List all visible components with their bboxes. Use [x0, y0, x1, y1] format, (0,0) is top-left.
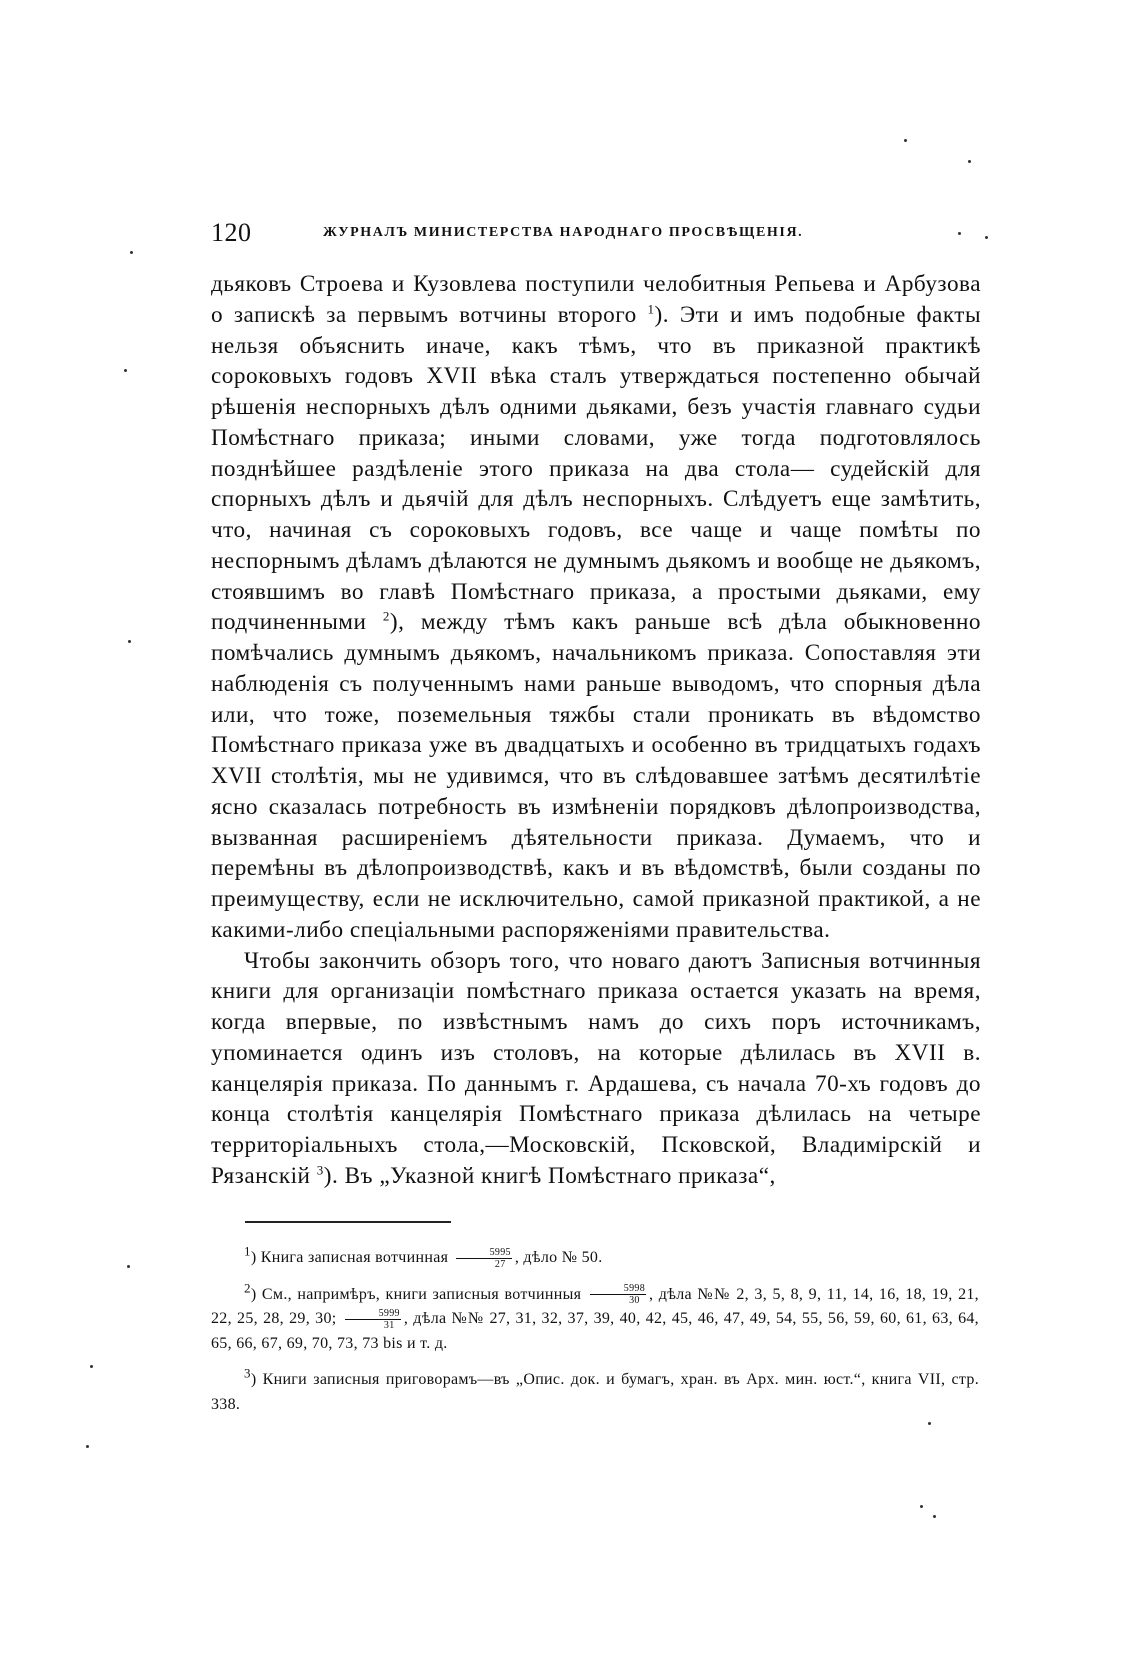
scan-speck	[928, 1422, 931, 1425]
fraction-denominator: 30	[629, 1295, 640, 1307]
paragraph-text: ), между тѣмъ какъ раньше всѣ дѣла обыкновенно помѣчались думнымъ дьякомъ, начальникомъ приказа. Сопоставляя эти наблюденія съ полученнымъ нами раньше выводомъ, что спорныя дѣла или, что тоже, поземельныя тяжбы стали проникать въ вѣдомство Помѣстнаго приказа уже въ двадцатыхъ и особенно въ тридцатыхъ годахъ XVII столѣтія, мы не удивимся, что въ слѣдовавшее затѣмъ десятилѣтіе ясно сказалась потребность въ измѣненіи порядковъ дѣлопроизводства, вызванная расширеніемъ дѣятельности приказа. Думаемъ, что и перемѣны въ дѣлопроизводствѣ, какъ и въ вѣдомствѣ, были созданы по преимуществу, если не исключительно, самой приказной практикой, а не какими-либо спеціальными распоряженіями правительства.	[211, 609, 982, 943]
footnote-text: ) См., напримѣръ, книги записныя вотчинныя	[250, 1285, 582, 1303]
fraction	[456, 1247, 512, 1270]
footnote-divider	[245, 1221, 451, 1223]
fraction-denominator: 27	[494, 1258, 506, 1270]
footnote	[211, 1365, 979, 1417]
main-text	[211, 269, 981, 1192]
footnote-mark: 3	[244, 1365, 251, 1381]
footnote-text: ) Книга записная вотчинная	[250, 1249, 449, 1266]
scan-speck	[920, 1505, 923, 1508]
footnote-text: ) Книги записныя приговорамъ—въ „Опис. док. и бумагъ, хран. въ Арх. мин. юст.“, книга VII, стр. 338.	[211, 1371, 979, 1413]
paragraph-text: Чтобы закончить обзоръ того, что новаго даютъ Записныя вотчинныя книги для организаціи помѣстнаго приказа остается указать на время, когда впервые, по извѣстнымъ намъ до сихъ поръ источникамъ, упоминается одинъ изъ столовъ, на которые дѣлилась въ XVII в. канцелярія приказа. По даннымъ г. Ардашева, съ начала 70-хъ годовъ до конца столѣтія канцелярія Помѣстнаго приказа дѣлилась на четыре территоріальныхъ стола,—Московскій, Псковской, Владимірскій и Рязанскій	[211, 947, 981, 1189]
paragraph	[211, 269, 981, 946]
scan-speck	[958, 232, 961, 235]
fraction-numerator: 5999	[345, 1308, 401, 1320]
footnote	[211, 1280, 979, 1357]
scan-speck	[933, 1515, 936, 1518]
footnote	[211, 1243, 979, 1271]
fraction	[590, 1283, 646, 1306]
scan-speck	[128, 640, 131, 643]
scan-speck	[124, 369, 127, 372]
paragraph-text: дьяковъ Строева и Кузовлева поступили челобитныя Репьева и Арбузова о запискѣ за первымъ вотчины второго	[211, 271, 981, 328]
scan-speck	[90, 1365, 93, 1368]
footnote-text: , дѣла №№ 27, 31, 32, 37, 39, 40, 42, 45, 46, 47, 49, 54, 55, 56, 59, 60, 61, 63, 64, 65, 66, 67, 69, 70, 73, 73 bis и т. д.	[211, 1310, 979, 1352]
scan-speck	[904, 139, 907, 142]
scan-speck	[130, 251, 133, 254]
footnote-text: , дѣла №№ 2, 3, 5, 8, 9, 11, 14, 16, 18, 19, 21, 22, 25, 28, 29, 30;	[211, 1285, 979, 1327]
footnote-ref: 3	[316, 1162, 324, 1178]
footnote-ref: 2	[382, 608, 390, 624]
scan-speck	[127, 1265, 130, 1268]
page-header	[211, 218, 981, 258]
paragraph	[211, 946, 981, 1192]
scan-speck	[985, 236, 988, 239]
fraction-numerator: 5998	[590, 1283, 646, 1295]
running-head: ЖУРНАЛЪ МИНИСТЕРСТВА НАРОДНАГО ПРОСВѢЩЕНІЯ.	[323, 225, 804, 240]
footnote-mark: 1	[244, 1243, 251, 1259]
scan-speck	[968, 160, 971, 163]
footnote-mark: 2	[244, 1280, 251, 1296]
footnotes	[211, 1243, 979, 1417]
paragraph-text: ). Въ „Указной книгѣ Помѣстнаго приказа“,	[323, 1162, 776, 1189]
fraction-denominator: 31	[383, 1319, 395, 1331]
page-number: 120	[211, 218, 252, 247]
footnote-text: , дѣло № 50.	[514, 1249, 603, 1266]
scan-speck	[86, 1445, 89, 1448]
fraction	[345, 1308, 401, 1331]
fraction-numerator: 5995	[456, 1247, 512, 1259]
footnote-ref: 1	[647, 301, 655, 317]
paragraph-text: ). Эти и имъ подобные факты нельзя объяснить иначе, какъ тѣмъ, что въ приказной практикѣ сороковыхъ годовъ XVII вѣка сталъ утверждаться постепенно обычай рѣшенія неспорныхъ дѣлъ одними дьяками, безъ участія главнаго судьи Помѣстнаго приказа; иными словами, уже тогда подготовлялось позднѣйшее раздѣленіе этого приказа на два стола— судейскій для спорныхъ дѣлъ и дьячій для дѣлъ неспорныхъ. Слѣдуетъ еще замѣтить, что, начиная съ сороковыхъ годовъ, все чаще и чаще помѣты по неспорнымъ дѣламъ дѣлаются не думнымъ дьякомъ и вообще не дьякомъ, стоявшимъ во главѣ Помѣстнаго приказа, а простыми дьяками, ему подчиненными	[211, 301, 982, 636]
